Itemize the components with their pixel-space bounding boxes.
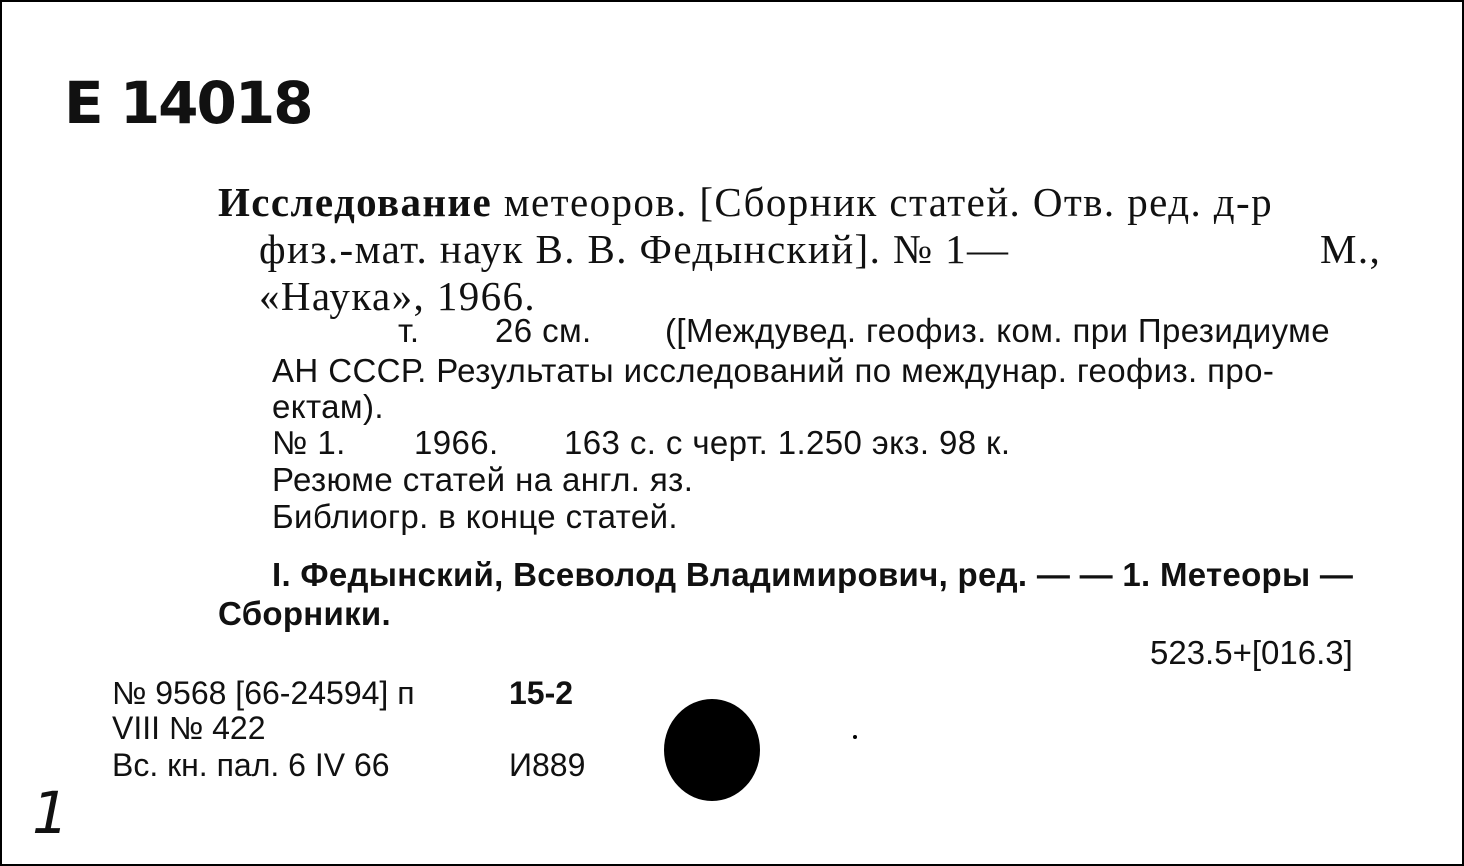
- note-summary: Резюме статей на англ. яз.: [272, 461, 694, 498]
- imprint-line-3: Вс. кн. пал. 6 IV 66: [112, 747, 390, 783]
- note-bibliography: Библиогр. в конце статей.: [272, 498, 678, 535]
- imprint-line-1: № 9568 [66-24594] п: [112, 675, 415, 711]
- series-note-cont-1: АН СССР. Результаты исследований по междунар. геофиз. про-: [272, 352, 1275, 389]
- title-line-2: физ.-мат. наук В. В. Федынский]. № 1—: [259, 226, 1010, 272]
- title-rest: метеоров. [Сборник статей. Отв. ред. д-р: [492, 179, 1273, 225]
- issue-year: 1966.: [414, 424, 499, 461]
- shelf-mark: Е 14018: [64, 69, 312, 137]
- title-lead: Исследование: [218, 179, 493, 225]
- handwritten-mark: 1: [32, 779, 69, 847]
- publisher-year: «Наука», 1966.: [259, 273, 537, 319]
- volume-label: т.: [398, 312, 420, 349]
- publication-place: М.,: [1320, 226, 1382, 272]
- punch-hole: [664, 699, 760, 801]
- imprint-code-3: И889: [509, 747, 586, 783]
- series-note: ([Междувед. геофиз. ком. при Президиуме: [665, 312, 1331, 349]
- series-note-cont-2: ектам).: [272, 388, 384, 425]
- issue-number: № 1.: [272, 424, 346, 461]
- title-line-1: [218, 179, 1273, 225]
- tracing-line-1: I. Федынский, Всеволод Владимирович, ред. — — 1. Метеоры —: [272, 556, 1354, 593]
- classification-number: 523.5+[016.3]: [1150, 634, 1353, 671]
- imprint-code-1: 15-2: [509, 675, 574, 711]
- tracing-line-2: Сборники.: [218, 595, 391, 632]
- issue-pages: 163 с. с черт. 1.250 экз. 98 к.: [564, 424, 1011, 461]
- size: 26 см.: [495, 312, 592, 349]
- imprint-line-2: VIII № 422: [112, 710, 266, 746]
- ink-speck: [853, 735, 857, 739]
